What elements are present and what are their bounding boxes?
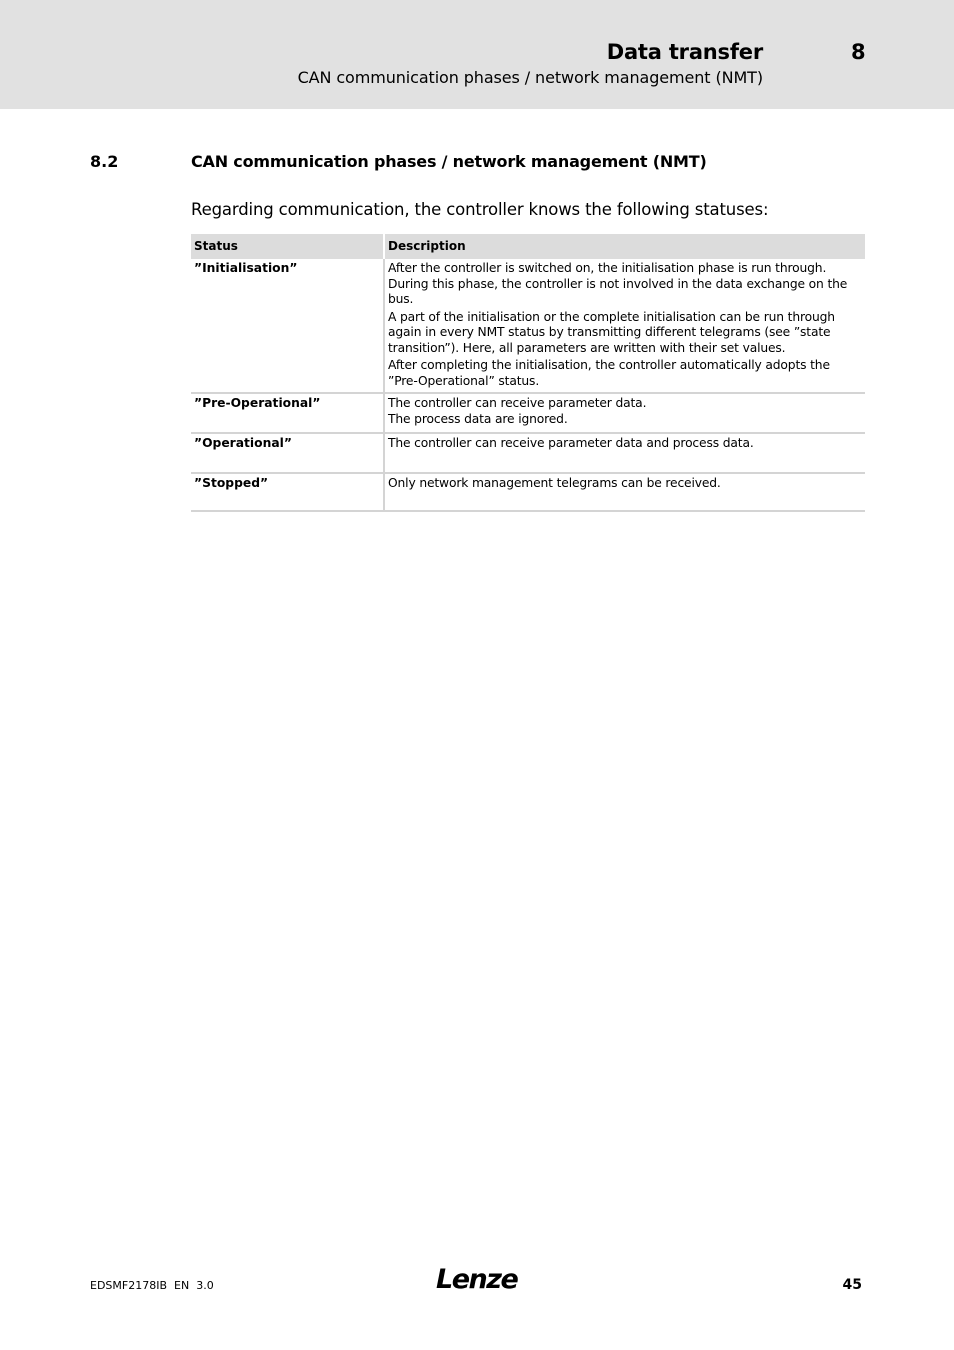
status-cell: ”Operational” <box>191 433 384 473</box>
description-line: During this phase, the controller is not involved in the data exchange on the <box>388 276 848 291</box>
description-paragraph <box>388 396 862 427</box>
description-line: A part of the initialisation or the complete initialisation can be run through <box>388 309 835 324</box>
section-title: CAN communication phases / network management (NMT) <box>191 152 707 171</box>
table-row <box>191 433 865 473</box>
table-row <box>191 393 865 433</box>
status-cell: ”Initialisation” <box>191 259 384 393</box>
description-paragraph <box>388 358 862 389</box>
footer-language: EN <box>174 1279 190 1292</box>
description-line: ”Pre-Operational” status. <box>388 373 540 388</box>
footer-doc-code: EDSMF2178IB <box>90 1279 168 1292</box>
description-line: The process data are ignored. <box>388 411 568 426</box>
page-number: 45 <box>842 1277 862 1293</box>
table-row <box>191 473 865 511</box>
status-table <box>191 234 865 512</box>
description-cell <box>384 473 865 511</box>
status-cell: ”Pre-Operational” <box>191 393 384 433</box>
status-cell: ”Stopped” <box>191 473 384 511</box>
table-row <box>191 259 865 393</box>
chapter-number: 8 <box>851 40 866 64</box>
description-cell <box>384 433 865 473</box>
description-paragraph <box>388 261 862 308</box>
table-header-row <box>191 234 865 259</box>
description-line: After completing the initialisation, the controller automatically adopts the <box>388 358 830 372</box>
table-body <box>191 259 865 511</box>
description-paragraph <box>388 310 862 357</box>
description-cell <box>384 393 865 433</box>
description-cell <box>384 259 865 393</box>
description-line: After the controller is switched on, the initialisation phase is run through. <box>388 261 827 275</box>
description-line: bus. <box>388 292 414 306</box>
chapter-title: Data transfer <box>606 40 763 64</box>
column-header-description: Description <box>384 234 865 259</box>
description-line: again in every NMT status by transmitting different telegrams (see ”state <box>388 325 831 339</box>
page-header-band <box>0 0 954 109</box>
column-header-status: Status <box>191 234 384 259</box>
description-paragraph <box>388 436 862 452</box>
lenze-logo: Lenze <box>436 1264 518 1295</box>
chapter-subtitle: CAN communication phases / network management (NMT) <box>297 68 763 87</box>
description-paragraph <box>388 476 862 492</box>
description-line: The controller can receive parameter data. <box>388 396 647 410</box>
description-line: Only network management telegrams can be received. <box>388 476 721 490</box>
section-number: 8.2 <box>90 152 119 171</box>
intro-paragraph: Regarding communication, the controller knows the following statuses: <box>191 200 769 219</box>
footer-document-id <box>90 1279 214 1292</box>
description-line: transition”). Here, all parameters are written with their set values. <box>388 340 786 355</box>
footer-version: 3.0 <box>196 1279 214 1292</box>
description-line: The controller can receive parameter data and process data. <box>388 436 754 450</box>
